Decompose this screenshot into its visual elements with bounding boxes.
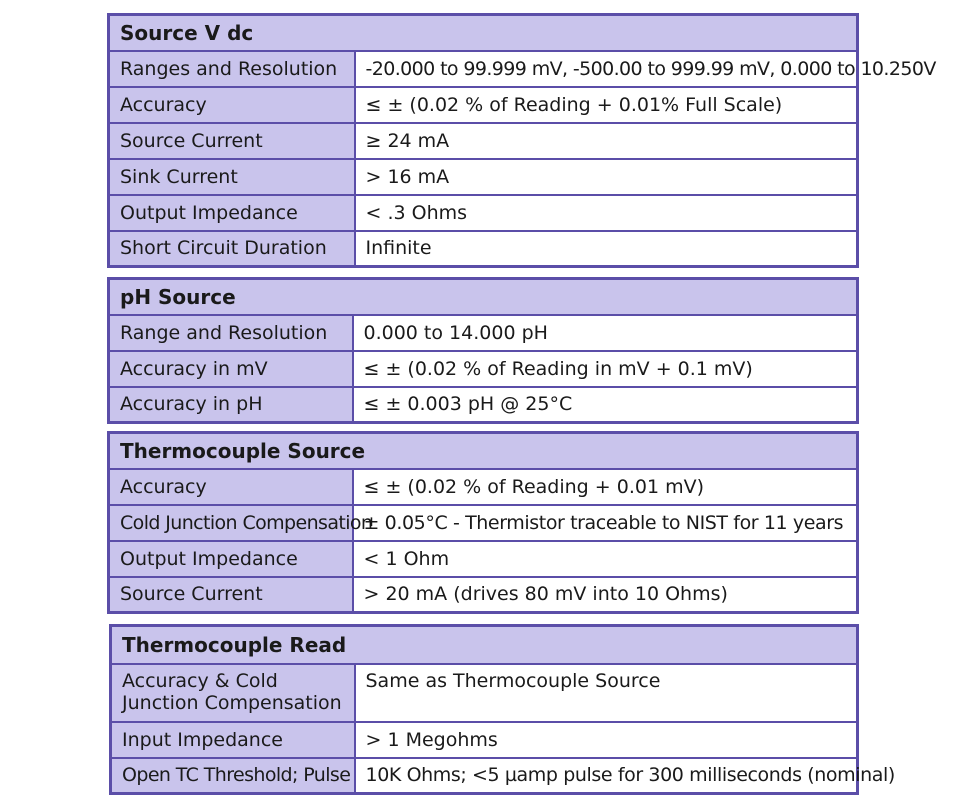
- spec-label: Accuracy in mV: [109, 351, 353, 387]
- spec-label: Open TC Threshold; Pulse: [111, 758, 355, 794]
- spec-value: 0.000 to 14.000 pH: [353, 315, 858, 351]
- spec-label: Accuracy in pH: [109, 387, 353, 423]
- spec-label: Source Current: [109, 577, 353, 613]
- spec-label: Output Impedance: [109, 195, 355, 231]
- spec-value: ≥ 24 mA: [355, 123, 858, 159]
- spec-label: Source Current: [109, 123, 355, 159]
- spec-value: > 1 Megohms: [355, 722, 858, 758]
- spec-value: ≤ ± 0.003 pH @ 25°C: [353, 387, 858, 423]
- section-title: Source V dc: [109, 15, 858, 51]
- spec-value: Same as Thermocouple Source: [355, 664, 858, 722]
- spec-value: ≤ ± (0.02 % of Reading in mV + 0.1 mV): [353, 351, 858, 387]
- spec-value: < 1 Ohm: [353, 541, 858, 577]
- spec-value: > 20 mA (drives 80 mV into 10 Ohms): [353, 577, 858, 613]
- ph-source-table: [107, 277, 859, 424]
- spec-label: Cold Junction Compensation: [109, 505, 353, 541]
- spec-value: -20.000 to 99.999 mV, -500.00 to 999.99 mV, 0.000 to 10.250V: [355, 51, 858, 87]
- thermocouple-source-table: [107, 431, 859, 614]
- spec-value: 10K Ohms; <5 µamp pulse for 300 milliseconds (nominal): [355, 758, 858, 794]
- source-v-dc-table: [107, 13, 936, 268]
- spec-value: ≤ ± (0.02 % of Reading + 0.01% Full Scale): [355, 87, 858, 123]
- spec-label: Accuracy: [109, 469, 353, 505]
- spec-value: ± 0.05°C - Thermistor traceable to NIST for 11 years: [353, 505, 858, 541]
- spec-label: Accuracy & Cold Junction Compensation: [111, 664, 355, 722]
- spec-value: < .3 Ohms: [355, 195, 858, 231]
- spec-label: Sink Current: [109, 159, 355, 195]
- spec-label: Range and Resolution: [109, 315, 353, 351]
- spec-value: ≤ ± (0.02 % of Reading + 0.01 mV): [353, 469, 858, 505]
- spec-value: Infinite: [355, 231, 858, 267]
- section-title: pH Source: [109, 279, 858, 315]
- section-title: Thermocouple Source: [109, 433, 858, 469]
- spec-label: Input Impedance: [111, 722, 355, 758]
- spec-label: Accuracy: [109, 87, 355, 123]
- section-title: Thermocouple Read: [111, 626, 858, 664]
- spec-label: Ranges and Resolution: [109, 51, 355, 87]
- spec-value: > 16 mA: [355, 159, 858, 195]
- thermocouple-read-table: [109, 624, 895, 795]
- spec-label: Short Circuit Duration: [109, 231, 355, 267]
- spec-label: Output Impedance: [109, 541, 353, 577]
